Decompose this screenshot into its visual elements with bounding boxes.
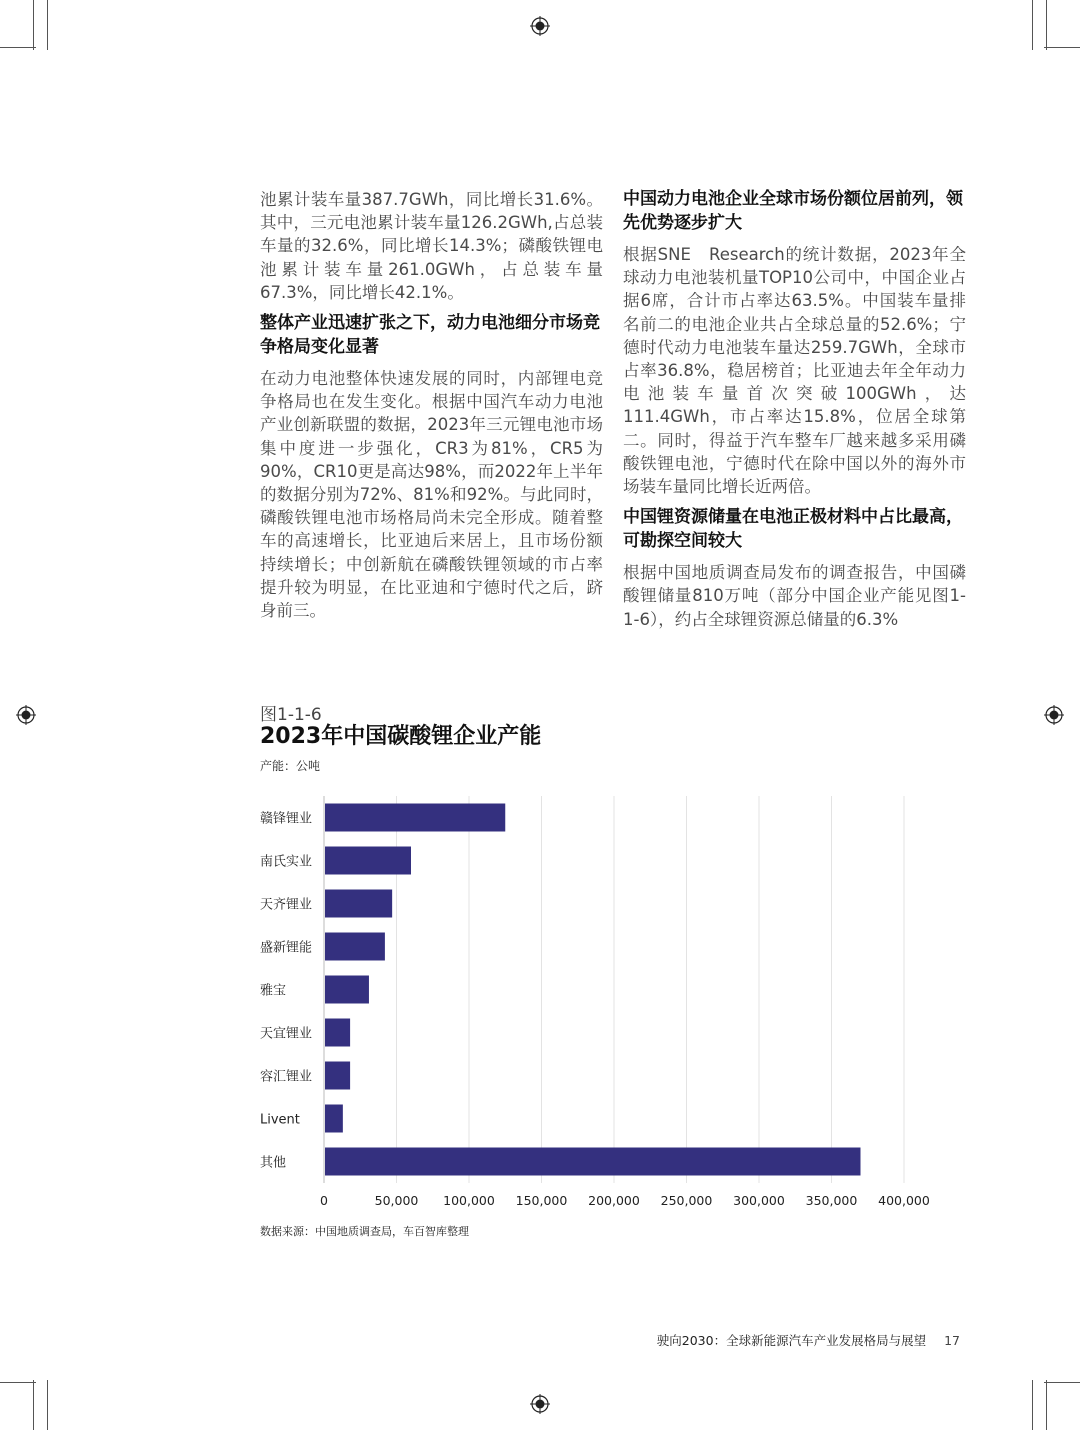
paragraph: 根据中国地质调查局发布的调查报告，中国磷酸锂储量810万吨（部分中国企业产能见图1-1-6），约占全球锂资源总储量的6.3% (623, 563, 966, 629)
category-label: 其他 (260, 1155, 287, 1171)
footer-title: 驶向2030：全球新能源汽车产业发展格局与展望 (656, 1333, 927, 1348)
category-label: 天宜锂业 (260, 1026, 313, 1042)
bar (325, 847, 411, 875)
bar (325, 1062, 350, 1090)
category-label: Livent (260, 1112, 300, 1128)
crop-mark (0, 1382, 36, 1383)
registration-mark-icon (530, 16, 550, 36)
bar-chart (250, 780, 950, 1210)
bar (325, 804, 505, 832)
category-label: 天齐锂业 (260, 897, 313, 913)
x-tick-label: 0 (320, 1193, 328, 1208)
x-tick-label: 350,000 (805, 1193, 858, 1208)
page-number: 17 (944, 1333, 960, 1348)
section-heading: 中国锂资源储量在电池正极材料中占比最高，可勘探空间较大 (623, 507, 963, 551)
crop-mark (1046, 1380, 1047, 1430)
x-tick-label: 250,000 (660, 1193, 713, 1208)
crop-mark (0, 47, 36, 48)
paragraph: 池累计装车量387.7GWh，同比增长31.6%。其中，三元电池累计装车量126.2GWh,占总装车量的32.6%，同比增长14.3%；磷酸铁锂电池累计装车量261.0GWh，占总装车量67.3%，同比增长42.1%。 (260, 190, 603, 302)
crop-mark (1044, 1382, 1080, 1383)
crop-mark (1032, 0, 1033, 50)
data-source: 数据来源：中国地质调查局，车百智库整理 (260, 1225, 469, 1238)
x-tick-label: 300,000 (733, 1193, 785, 1208)
chart-unit-label: 产能：公吨 (260, 759, 321, 773)
right-column (623, 188, 966, 639)
category-label: 赣锋锂业 (260, 811, 313, 827)
crop-mark (1046, 0, 1047, 50)
registration-mark-icon (1044, 705, 1064, 725)
crop-mark (1032, 1380, 1033, 1430)
x-tick-label: 100,000 (443, 1193, 495, 1208)
section-heading: 整体产业迅速扩张之下，动力电池细分市场竞争格局变化显著 (260, 313, 600, 357)
registration-mark-icon (16, 705, 36, 725)
crop-mark (47, 0, 48, 50)
category-label: 雅宝 (260, 983, 287, 999)
bar (325, 1105, 343, 1133)
category-label: 南氏实业 (260, 854, 313, 870)
crop-mark (1044, 47, 1080, 48)
category-label: 盛新锂能 (260, 940, 313, 956)
x-tick-label: 200,000 (588, 1193, 640, 1208)
crop-mark (33, 0, 34, 50)
bar (325, 1148, 861, 1176)
left-column (260, 188, 603, 630)
section-heading: 中国动力电池企业全球市场份额位居前列，领先优势逐步扩大 (623, 189, 963, 233)
registration-mark-icon (530, 1394, 550, 1414)
page-footer (657, 1331, 960, 1349)
bar (325, 933, 385, 961)
bar (325, 976, 369, 1004)
bar (325, 890, 392, 918)
crop-mark (47, 1380, 48, 1430)
x-tick-label: 50,000 (374, 1193, 419, 1208)
figure-title: 2023年中国碳酸锂企业产能 (260, 724, 542, 749)
paragraph: 在动力电池整体快速发展的同时，内部锂电竞争格局也在发生变化。根据中国汽车动力电池产业创新联盟的数据，2023年三元锂电池市场集中度进一步强化，CR3为81%，CR5为90%，CR10更是高达98%，而2022年上半年的数据分别为72%、81%和92%。与此同时，磷酸铁锂电池市场格局尚未完全形成。随着整车的高速增长，比亚迪后来居上，且市场份额持续增长；中创新航在磷酸铁锂领域的市占率提升较为明显，在比亚迪和宁德时代之后，跻身前三。 (260, 369, 603, 621)
paragraph: 根据SNE Research的统计数据，2023年全球动力电池装机量TOP10公司中，中国企业占据6席，合计市占率达63.5%。中国装车量排名前二的电池企业共占全球总量的52.6%；宁德时代动力电池装车量达259.7GWh，全球市占率36.8%，稳居榜首；比亚迪去年全年动力电池装车量首次突破100GWh，达111.4GWh，市占率达15.8%，位居全球第二。同时，得益于汽车整车厂越来越多采用磷酸铁锂电池，宁德时代在除中国以外的海外市场装车量同比增长近两倍。 (623, 245, 966, 497)
x-tick-label: 150,000 (515, 1193, 568, 1208)
crop-mark (33, 1380, 34, 1430)
bar (325, 1019, 350, 1047)
category-label: 容汇锂业 (260, 1069, 313, 1085)
figure-label: 图1-1-6 (260, 705, 322, 725)
x-tick-label: 400,000 (878, 1193, 930, 1208)
